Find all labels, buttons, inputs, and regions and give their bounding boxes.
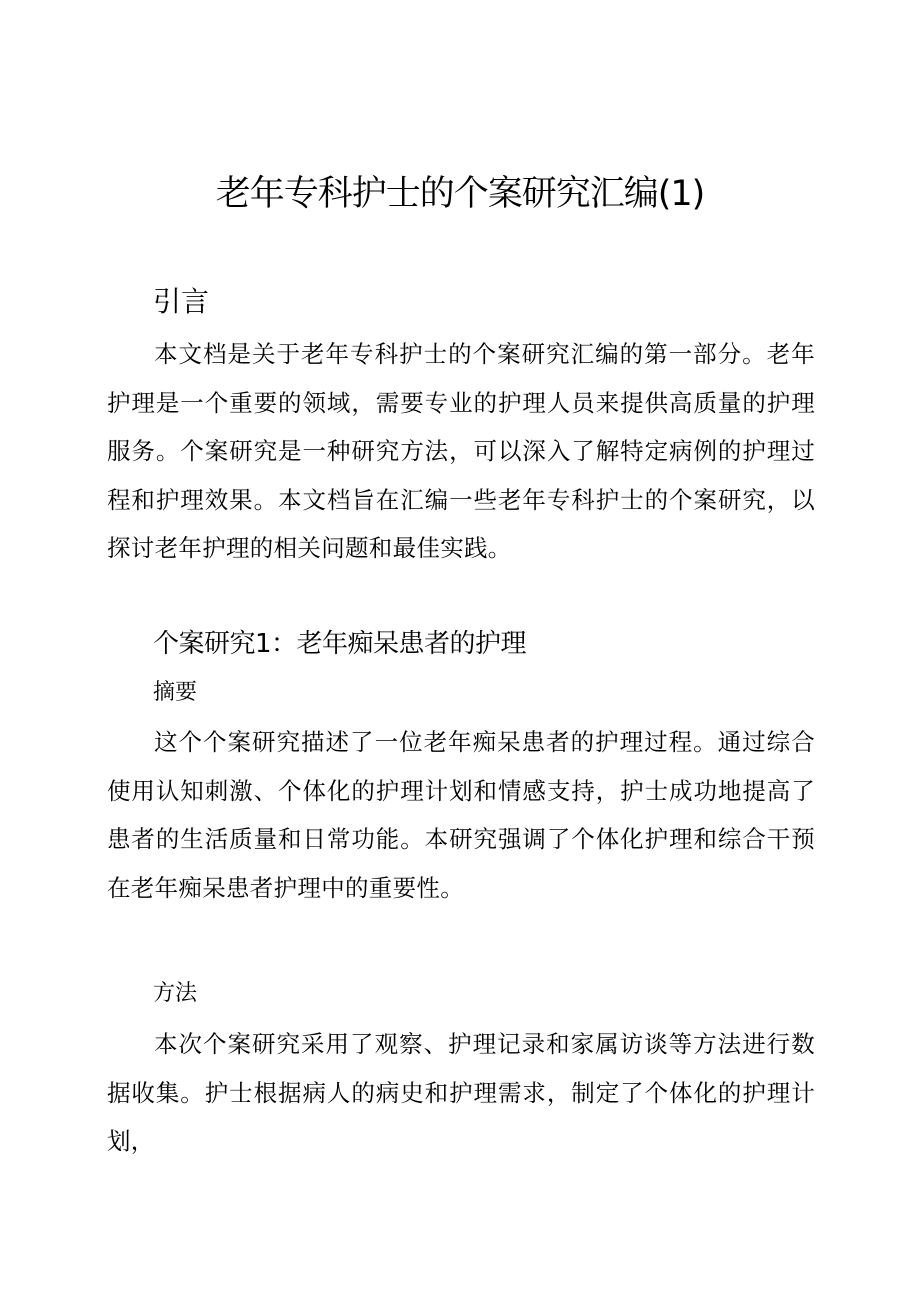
method-heading: 方法 bbox=[153, 981, 198, 1006]
intro-paragraph: 本文档是关于老年专科护士的个案研究汇编的第一部分。老年护理是一个重要的领域，需要专业的护理人员来提供高质量的护理服务。个案研究是一种研究方法，可以深入了解特定病例的护理过程和护理效果。本文档旨在汇编一些老年专科护士的个案研究，以探讨老年护理的相关问题和最佳实践。 bbox=[107, 340, 815, 562]
abstract-heading: 摘要 bbox=[153, 680, 198, 705]
intro-heading: 引言 bbox=[153, 285, 210, 318]
abstract-paragraph: 这个个案研究描述了一位老年痴呆患者的护理过程。通过综合使用认知刺激、个体化的护理计划和情感支持，护士成功地提高了患者的生活质量和日常功能。本研究强调了个体化护理和综合干预在老年痴呆患者护理中的重要性。 bbox=[107, 728, 815, 902]
case1-heading: 个案研究1：老年痴呆患者的护理 bbox=[153, 629, 527, 659]
method-paragraph: 本次个案研究采用了观察、护理记录和家属访谈等方法进行数据收集。护士根据病人的病史和护理需求，制定了个体化的护理计划， bbox=[107, 1030, 815, 1155]
document-title: 老年专科护士的个案研究汇编(1) bbox=[215, 174, 705, 214]
